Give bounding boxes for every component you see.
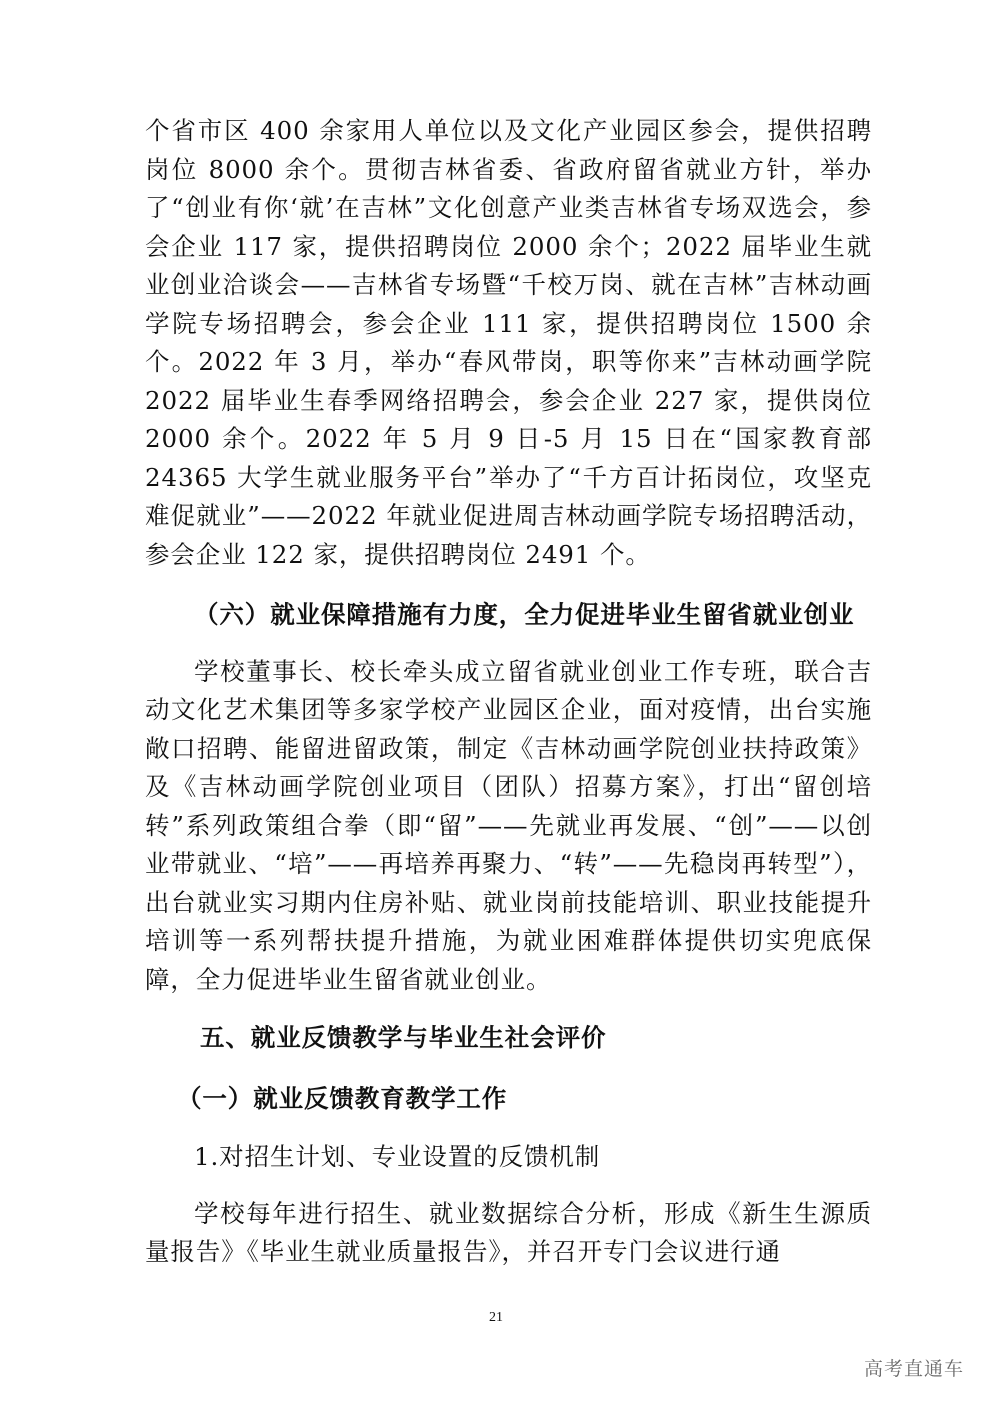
document-body bbox=[145, 112, 872, 1272]
item-feedback-mechanism: 1.对招生计划、专业设置的反馈机制 bbox=[194, 1142, 601, 1171]
paragraph-data-analysis: 学校每年进行招生、就业数据综合分析，形成《新生生源质量报告》《毕业生就业质量报告》，并召开专门会议进行通 bbox=[145, 1198, 872, 1266]
heading-chapter-5: 五、就业反馈教学与毕业生社会评价 bbox=[200, 1023, 607, 1052]
page-number: 21 bbox=[489, 1310, 503, 1325]
paragraph-retention-policy: 学校董事长、校长牵头成立留省就业创业工作专班，联合吉动文化艺术集团等多家学校产业园区企业，面对疫情，出台实施敞口招聘、能留进留政策，制定《吉林动画学院创业扶持政策》及《吉林动画学院创业项目（团队）招募方案》，打出“留创培转”系列政策组合拳（即“留”——先就业再发展、“创”——以创业带就业、“培”——再培养再聚力、“转”——先稳岗再转型”），出台就业实习期内住房补贴、就业岗前技能培训、职业技能提升培训等一系列帮扶提升措施，为就业困难群体提供切实兜底保障，全力促进毕业生留省就业创业。 bbox=[145, 656, 872, 994]
heading-section-6: （六）就业保障措施有力度，全力促进毕业生留省就业创业 bbox=[194, 600, 855, 629]
paragraph-job-fairs: 个省市区 400 余家用人单位以及文化产业园区参会，提供招聘岗位 8000 余个。贯彻吉林省委、省政府留省就业方针，举办了“创业有你‘就’在吉林”文化创意产业类吉林省专场双选会，参会企业 117 家，提供招聘岗位 2000 余个；2022 届毕业生就业创业洽谈会——吉林省专场暨“千校万岗、就在吉林”吉林动画学院专场招聘会，参会企业 111 家，提供招聘岗位 1500 余个。2022 年 3 月，举办“春风带岗，职等你来”吉林动画学院 2022 届毕业生春季网络招聘会，参会企业 227 家，提供岗位 2000 余个。2022 年 5 月 9 日-5 月 15 日在“国家教育部 24365 大学生就业服务平台”举办了“千方百计拓岗位，攻坚克难促就业”——2022 年就业促进周吉林动画学院专场招聘活动，参会企业 122 家，提供招聘岗位 2491 个。 bbox=[145, 116, 872, 569]
heading-subsection-1: （一）就业反馈教育教学工作 bbox=[177, 1083, 508, 1113]
watermark: 高考直通车 bbox=[863, 1358, 964, 1380]
